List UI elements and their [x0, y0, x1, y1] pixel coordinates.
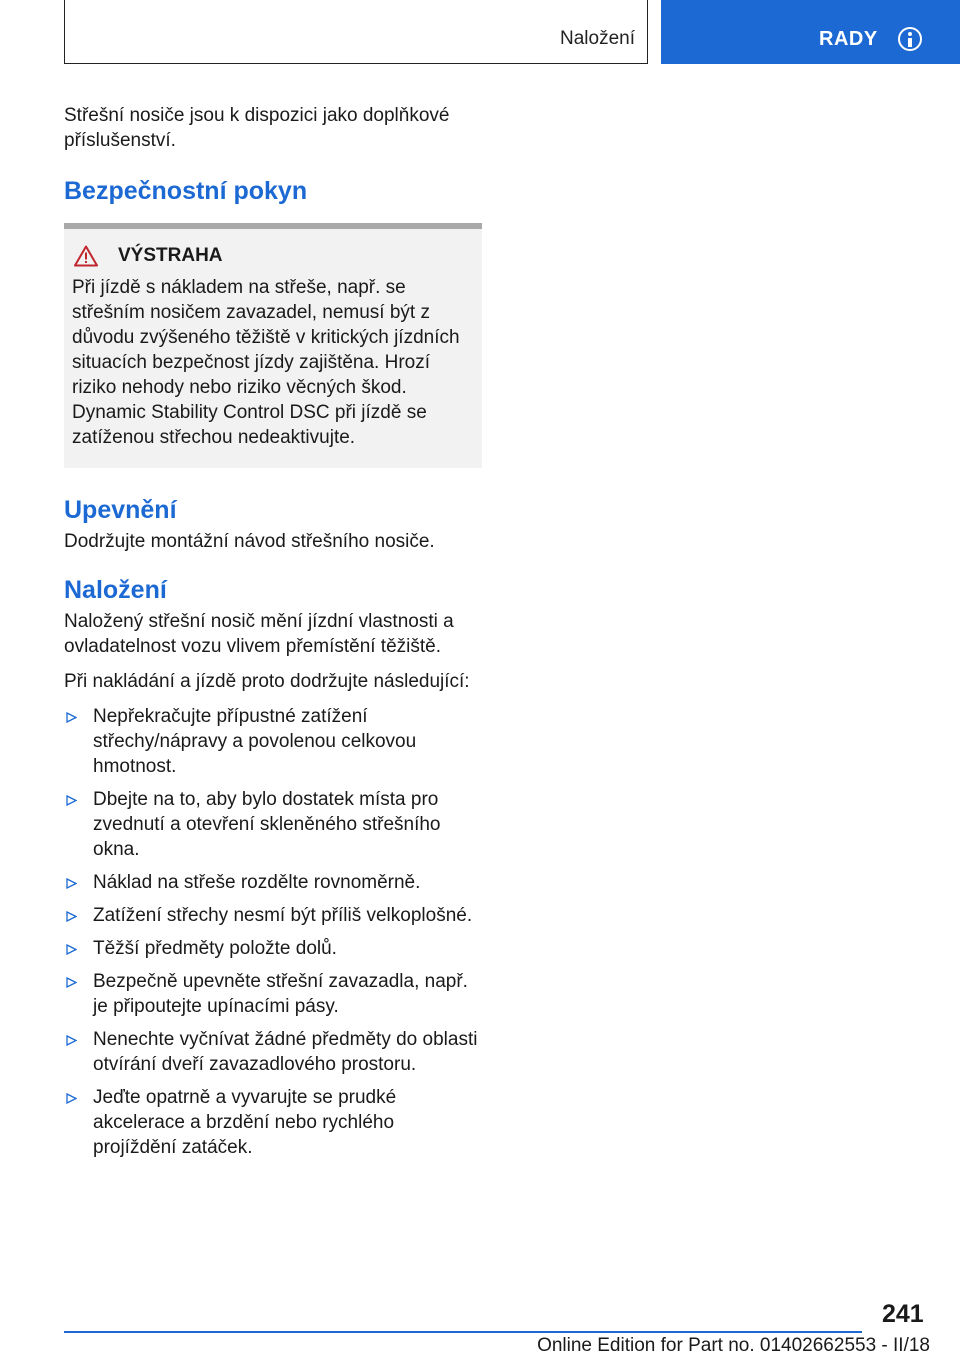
loading-heading: Naložení: [64, 576, 167, 604]
triangle-bullet-icon: [66, 944, 77, 955]
info-icon[interactable]: [898, 27, 922, 51]
list-item-text: Zatížení střechy nesmí být příliš velkoplošné.: [93, 905, 473, 926]
list-item: [64, 787, 482, 862]
intro-paragraph: Střešní nosiče jsou k dispozici jako doplňkové příslušenství.: [64, 105, 450, 151]
list-item-text: Těžší předměty položte dolů.: [93, 938, 337, 959]
list-item: [64, 903, 482, 928]
triangle-bullet-icon: [66, 977, 77, 988]
list-item: [64, 704, 482, 779]
list-item-text: Nenechte vyčnívat žádné předměty do oblasti otvírání dveří zavazadlového prostoru.: [93, 1029, 478, 1075]
triangle-bullet-icon: [66, 1093, 77, 1104]
triangle-bullet-icon: [66, 1035, 77, 1046]
triangle-bullet-icon: [66, 878, 77, 889]
mounting-heading: Upevnění: [64, 496, 177, 524]
footer-divider: [64, 1331, 862, 1333]
main-content: [64, 103, 482, 1168]
warning-box: [64, 223, 482, 468]
list-item: [64, 1085, 482, 1160]
loading-paragraph: Naložený střešní nosič mění jízdní vlastnosti a ovladatelnost vozu vlivem přemístění těžiště.: [64, 611, 454, 657]
list-item-text: Bezpečně upevněte střešní zavazadla, např. je připoutejte upínacími pásy.: [93, 971, 468, 1017]
header-section-box: [64, 0, 648, 64]
list-item-text: Dbejte na to, aby bylo dostatek místa pro zvednutí a otevření skleněného střešního okna.: [93, 789, 441, 860]
triangle-bullet-icon: [66, 712, 77, 723]
list-item-text: Jeďte opatrně a vyvarujte se prudké akcelerace a brzdění nebo rychlého projíždění zatáček.: [93, 1087, 397, 1158]
list-item: [64, 936, 482, 961]
warning-title: VÝSTRAHA: [118, 245, 223, 266]
list-item-text: Náklad na střeše rozdělte rovnoměrně.: [93, 872, 421, 893]
list-item: [64, 969, 482, 1019]
warning-triangle-icon: [74, 245, 98, 267]
list-item: [64, 870, 482, 895]
header-language-label: RADY: [819, 28, 878, 50]
warning-text: Při jízdě s nákladem na střeše, např. se střešním nosičem zavazadel, nemusí být z důvodu zvýšeného těžiště v kritických jízdních situacích bezpečnost jízdy zajištěna. Hrozí riziko nehody nebo riziko věcných škod. Dynamic Stability Control DSC při jízdě se zatíženou střechou nedeaktivujte.: [72, 277, 460, 448]
footer-edition: Online Edition for Part no. 01402662553 - II/18: [537, 1335, 930, 1356]
list-item-text: Nepřekračujte přípustné zatížení střechy/nápravy a povolenou celkovou hmotnost.: [93, 706, 417, 777]
loading-intro: Při nakládání a jízdě proto dodržujte následující:: [64, 671, 470, 692]
mounting-paragraph: Dodržujte montážní návod střešního nosiče.: [64, 531, 435, 552]
loading-list: [64, 704, 482, 1160]
triangle-bullet-icon: [66, 911, 77, 922]
page-number: 241: [882, 1300, 924, 1328]
triangle-bullet-icon: [66, 795, 77, 806]
warning-title-row: [72, 245, 474, 267]
header-section-title: Naložení: [560, 28, 635, 49]
safety-heading: Bezpečnostní pokyn: [64, 177, 308, 205]
header-language-tab[interactable]: [661, 0, 960, 64]
list-item: [64, 1027, 482, 1077]
